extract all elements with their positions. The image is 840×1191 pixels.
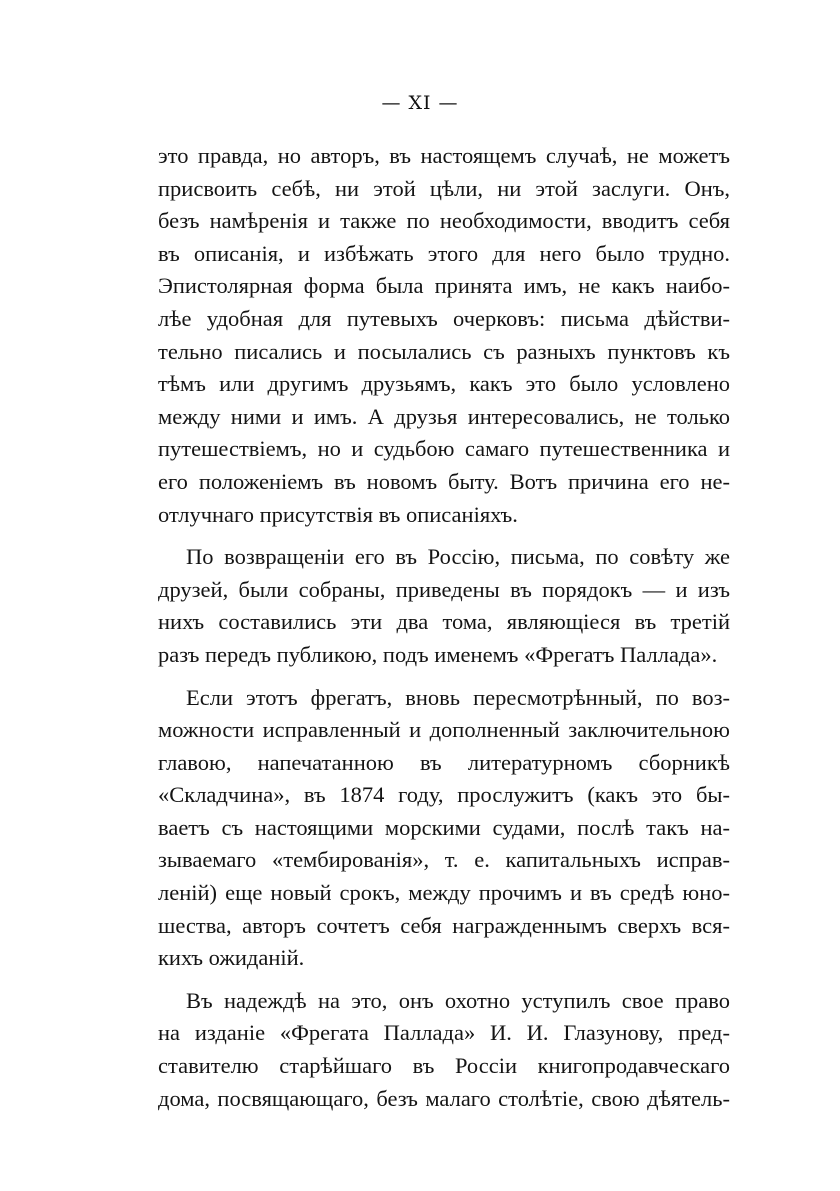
page-number-header: — XI —	[381, 92, 459, 114]
text-line: въ описанія, и избѣжать этого для него было трудно.	[158, 240, 730, 266]
paragraph-2	[158, 541, 730, 671]
paragraph-1	[158, 140, 730, 531]
text-line: Эпистолярная форма была принята имъ, не какъ наибо-	[158, 273, 730, 299]
text-line: друзей, были собраны, приведены въ порядокъ — и изъ	[158, 576, 730, 602]
text-line: ваетъ съ настоящими морскими судами, послѣ такъ на-	[158, 814, 730, 840]
text-line: ставителю старѣйшаго въ Россіи книгопродавческаго	[158, 1053, 730, 1079]
text-line: Въ надеждѣ на это, онъ охотно уступилъ свое право	[186, 987, 730, 1013]
text-line: присвоить себѣ, ни этой цѣли, ни этой заслуги. Онъ,	[158, 175, 730, 201]
body-text	[158, 140, 730, 1115]
text-line: леній) еще новый срокъ, между прочимъ и въ средѣ юно-	[158, 880, 730, 906]
text-line: отлучнаго присутствія въ описаніяхъ.	[158, 501, 518, 527]
text-line: главою, напечатанною въ литературномъ сборникѣ	[158, 749, 730, 775]
text-line: зываемаго «тембированія», т. е. капитальныхъ исправ-	[158, 847, 730, 873]
text-line: между ними и имъ. А друзья интересовались, не только	[158, 403, 730, 429]
text-line: «Складчина», въ 1874 году, прослужитъ (какъ это бы-	[158, 782, 730, 808]
text-line: Если этотъ фрегатъ, вновь пересмотрѣнный, по воз-	[186, 684, 730, 710]
text-line: лѣе удобная для путевыхъ очерковъ: письма дѣйстви-	[158, 305, 730, 331]
text-line: По возвращеніи его въ Россію, письма, по совѣту же	[186, 544, 730, 570]
text-line: путешествіемъ, но и судьбою самаго путешественника и	[158, 436, 730, 462]
text-line: разъ передъ публикою, подъ именемъ «Фрегатъ Паллада».	[158, 641, 718, 667]
text-line: на изданіе «Фрегата Паллада» И. И. Глазунову, пред-	[158, 1020, 730, 1046]
text-line: тѣмъ или другимъ друзьямъ, какъ это было условлено	[158, 371, 730, 397]
text-line: кихъ ожиданій.	[158, 945, 305, 971]
paragraph-3	[158, 682, 730, 975]
text-line: шества, авторъ сочтетъ себя награжденнымъ сверхъ вся-	[158, 912, 730, 938]
text-line: безъ намѣренія и также по необходимости, вводитъ себя	[158, 208, 730, 234]
paragraph-4	[158, 985, 730, 1115]
text-line: его положеніемъ въ новомъ быту. Вотъ причина его не-	[158, 468, 730, 494]
text-line: нихъ составились эти два тома, являющіеся въ третій	[158, 609, 730, 635]
text-line: можности исправленный и дополненный заключительною	[158, 717, 730, 743]
text-line: тельно писались и посылались съ разныхъ пунктовъ къ	[158, 338, 730, 364]
text-line: это правда, но авторъ, въ настоящемъ случаѣ, не можетъ	[158, 143, 730, 168]
text-line: дома, посвящающаго, безъ малаго столѣтіе, свою дѣятель-	[158, 1085, 730, 1111]
